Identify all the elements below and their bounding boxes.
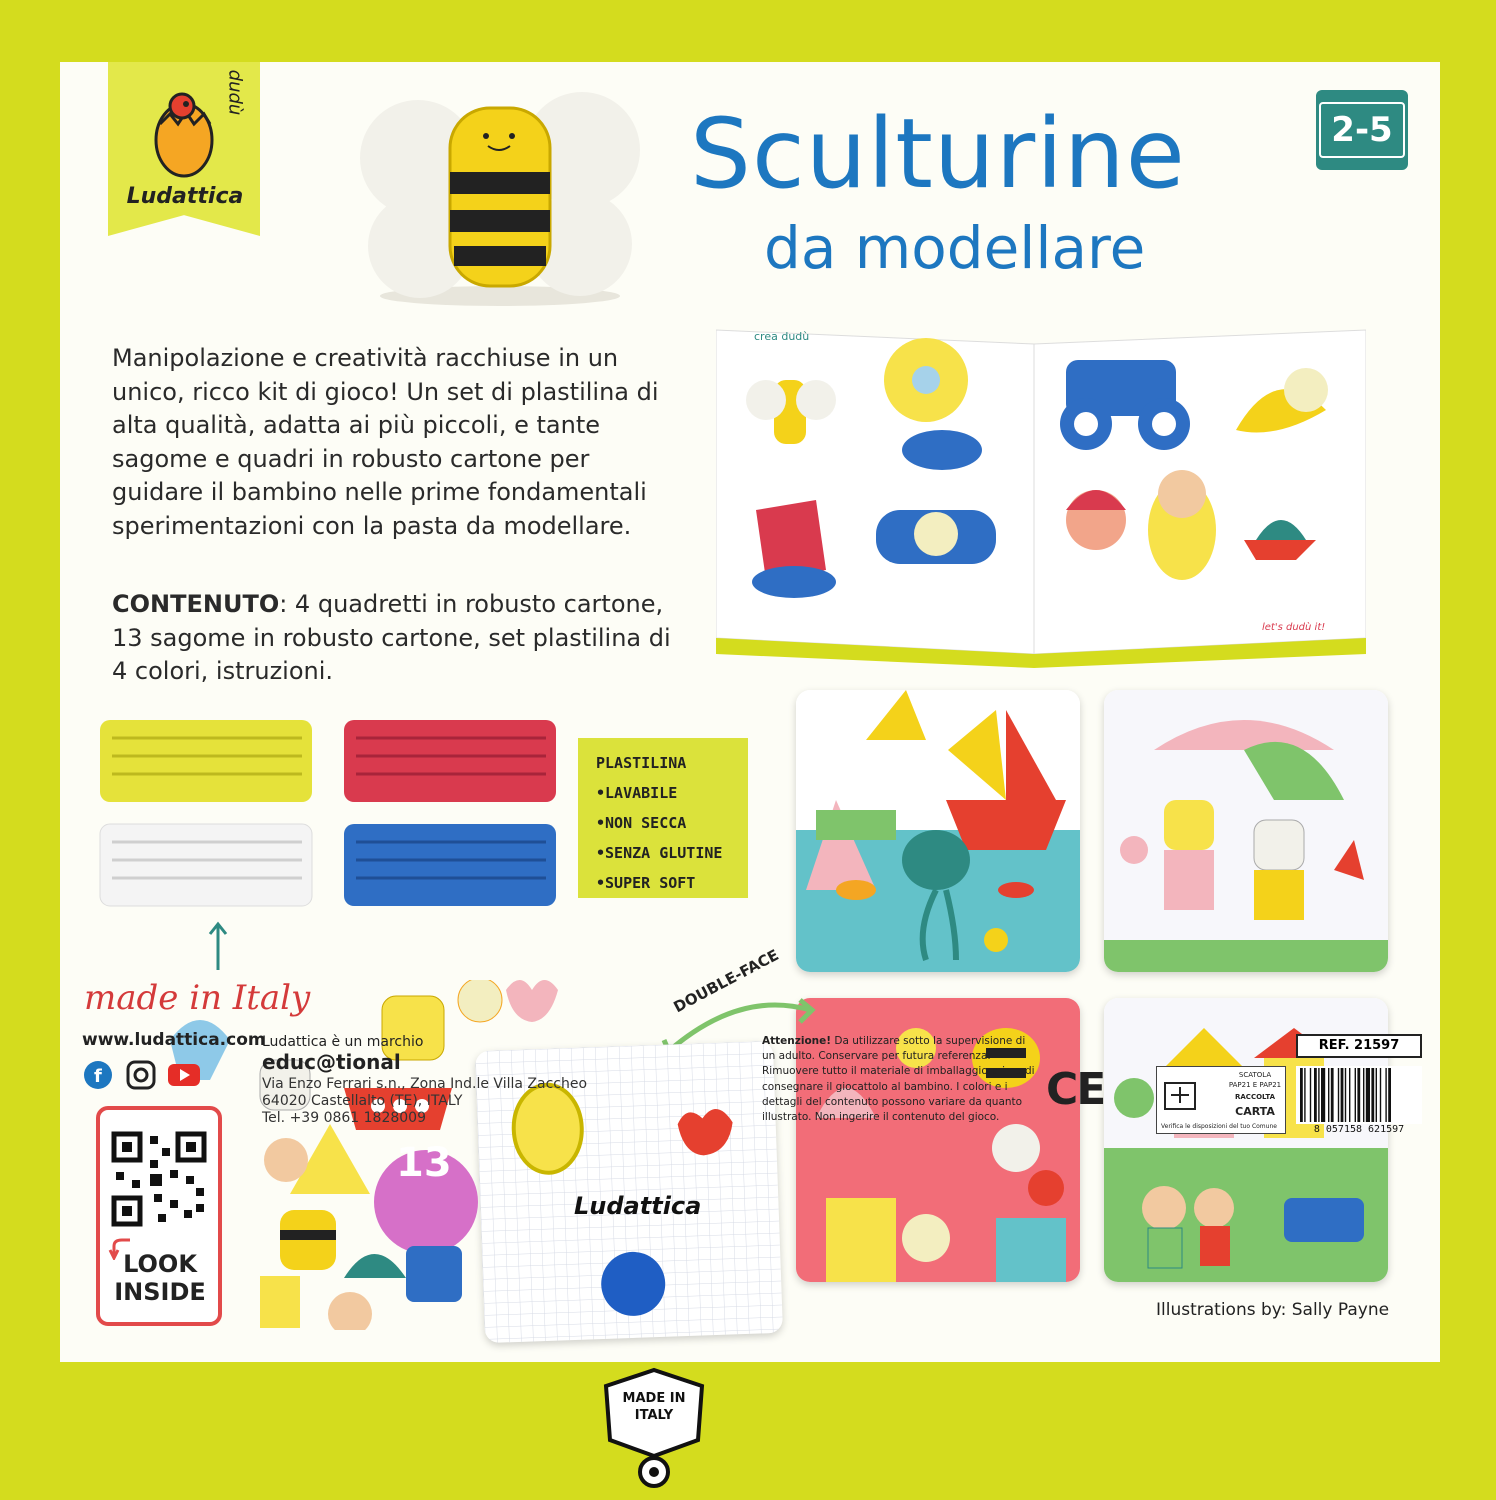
feature-gluten-free: •SENZA GLUTINE [596,844,723,862]
barcode-bar [1349,1068,1350,1122]
brand-logo: Ludattica [126,184,244,209]
double-face-label: DOUBLE-FACE [670,945,782,1017]
pieces-count: 13 [396,1140,452,1186]
illustrations-credit: Illustrations by: Sally Payne [1156,1300,1390,1320]
company-address [262,1076,587,1127]
educational-logo: educ@tional [262,1050,401,1074]
clay-red [344,720,556,802]
contents-text [112,588,672,689]
barcode-bar [1300,1068,1303,1122]
age-badge [1316,90,1408,170]
barcode-number: 8 057158 621597 [1313,1124,1405,1135]
clay-sticks-image [92,712,562,912]
warning-text: Da utilizzare sotto la supervisione di un adulto. Conservare per futura referenza. Rimuovere tutto il materiale di imballaggio prima di consegnare il giocattolo al bambino. I colori e i dettagli del contenuto possono variare da quanto illustrato. Non ingerire il contenuto del gioco. [762,1035,1035,1124]
clay-blue [344,824,556,906]
plastilina-features [578,738,748,898]
youtube-icon[interactable] [168,1064,200,1086]
feature-washable: •LAVABILE [596,784,678,802]
clay-yellow [100,720,312,802]
bee-clay-image [350,86,650,308]
barcode-bar [1363,1068,1364,1122]
warning-label: Attenzione! [762,1035,832,1047]
product-ref: REF. 21597 [1296,1034,1422,1058]
recycling-icon [1161,1075,1201,1115]
barcode-bar [1376,1068,1377,1122]
made-in-italy-script: made in Italy [84,978,311,1018]
made-in-italy-stamp-text: MADE IN ITALY [622,1391,686,1423]
barcode-bar [1371,1068,1374,1122]
barcode-bar [1366,1068,1370,1122]
ce-mark: CE [1046,1064,1105,1115]
barcode-bar [1314,1068,1317,1122]
address-line: 64020 Castellalto (TE), ITALY [262,1093,463,1109]
barcode-bar [1310,1068,1311,1122]
instagram-icon[interactable] [128,1062,154,1088]
arrow-up-icon [206,920,230,972]
barcode-icon [1296,1066,1422,1124]
barcode-bar [1338,1068,1339,1122]
picture-card-rain [1104,690,1388,972]
product-title: Sculturine [690,98,1186,210]
safety-warning [762,1034,1037,1125]
website-link[interactable]: www.ludattica.com [82,1030,266,1050]
social-links [82,1058,202,1096]
address-line: Tel. +39 0861 1828009 [262,1110,427,1126]
made-in-italy-stamp [598,1364,710,1492]
product-subtitle: da modellare [764,214,1146,282]
booklet-right-caption: let's dudù it! [1262,622,1326,633]
feature-no-dry: •NON SECCA [596,814,687,832]
barcode-bar [1385,1068,1386,1122]
look-inside-label [108,1250,212,1306]
brand-sub: dudù [224,69,246,116]
barcode-bar [1331,1068,1334,1122]
recycling-code: PAP21 E PAP21 [1228,1081,1282,1089]
product-description: Manipolazione e creatività racchiuse in un unico, ricco kit di gioco! Un set di plastilina di alta qualità, adatta ai più piccoli, e tante sagome e quadri in robusto cartone per guidare il bambino nelle prime fondamentali sperimentazioni con la pasta da modellare. [112,344,659,540]
qr-code-icon[interactable] [110,1130,208,1228]
barcode-bar [1345,1068,1346,1122]
barcode-bar [1321,1068,1325,1122]
barcode-bar [1304,1068,1305,1122]
recycling-label [1156,1066,1286,1134]
recycling-material: CARTA [1235,1105,1275,1118]
barcode-bar [1318,1068,1319,1122]
board-logo: Ludattica [574,1192,702,1220]
look-inside-line2: INSIDE [114,1278,206,1306]
barcode-bar [1355,1068,1356,1122]
recycling-collection: RACCOLTA [1235,1093,1275,1101]
clay-white [100,824,312,906]
barcode-bar [1357,1068,1360,1122]
age-range: 2-5 [1319,102,1404,158]
booklet-left-caption: crea dudù [754,330,810,343]
feature-super-soft: •SUPER SOFT [596,874,696,892]
barcode-bar [1380,1068,1381,1122]
look-inside-line1: LOOK [123,1250,197,1278]
barcode-bar [1328,1068,1329,1122]
svg-text:f: f [94,1066,102,1087]
plastilina-title: PLASTILINA [596,754,687,772]
recycling-note: Verifica le disposizioni del tuo Comune [1161,1123,1277,1130]
picture-card-boats [796,690,1080,972]
contents-label: CONTENUTO [112,590,280,618]
contents-body: : 4 quadretti in robusto cartone, 13 sagome in robusto cartone, set plastilina di 4 colori, istruzioni. [112,590,671,685]
address-line: Via Enzo Ferrari s.n., Zona Ind.le Villa Zaccheo [262,1076,588,1092]
facebook-icon[interactable] [84,1061,112,1089]
recycling-type: SCATOLA [1238,1071,1272,1079]
barcode-bar [1341,1068,1344,1122]
instruction-booklet [716,320,1366,668]
owl-egg-icon [146,88,222,180]
brand-mark-text: Ludattica è un marchio [262,1034,424,1050]
barcode-bar [1388,1068,1391,1122]
